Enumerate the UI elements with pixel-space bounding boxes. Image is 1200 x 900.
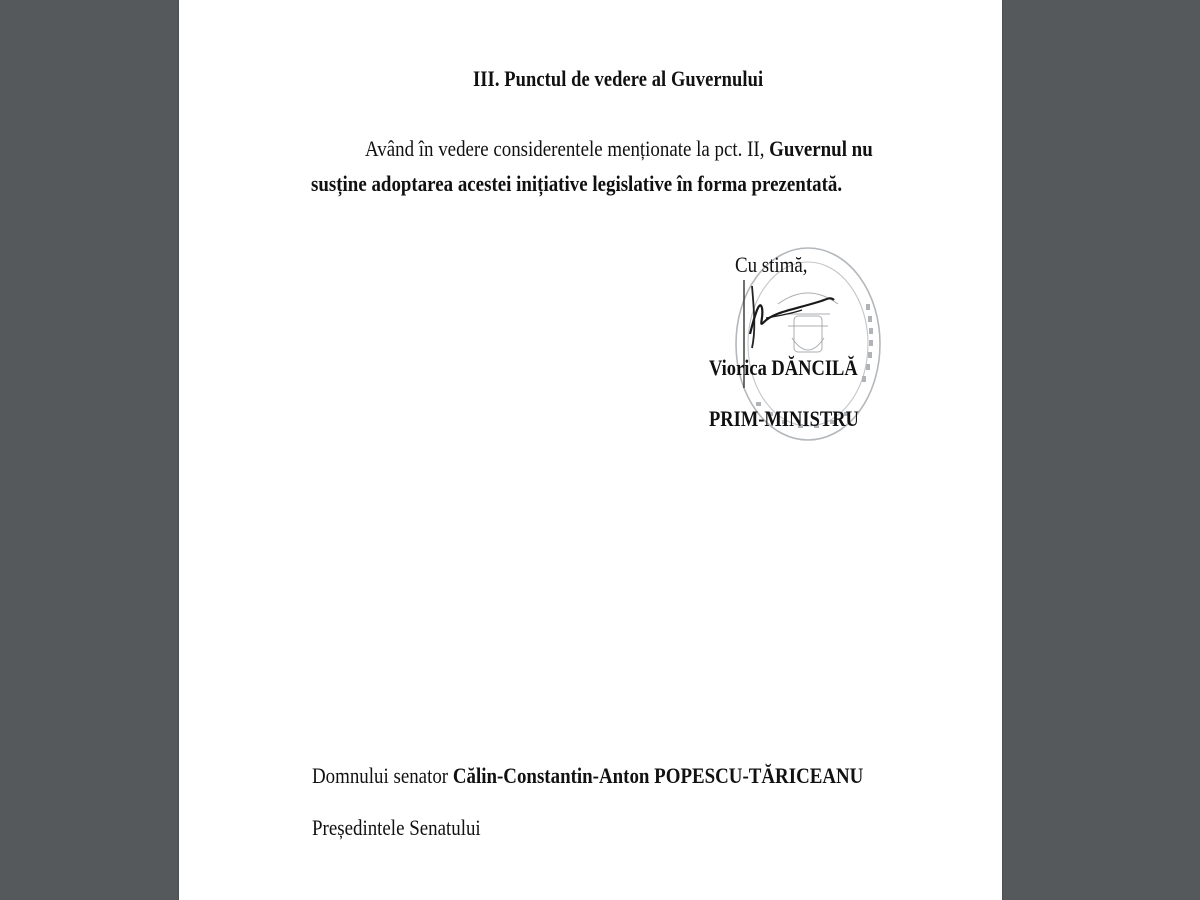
addressee-name: Călin-Constantin-Anton POPESCU-TĂRICEANU <box>452 763 864 788</box>
signer-title: PRIM-MINISTRU <box>709 406 859 431</box>
section-heading: III. Punctul de vedere al Guvernului <box>473 66 764 91</box>
document-page <box>179 0 1002 900</box>
paragraph-emphasis: Guvernul nu <box>769 136 873 161</box>
closing-salutation: Cu stimă, <box>735 252 808 277</box>
paragraph-line-2 <box>311 171 842 197</box>
addressee-prefix: Domnului senator <box>312 763 453 788</box>
paragraph-text: Având în vedere considerentele menționate la pct. II, <box>365 136 770 161</box>
paragraph-emphasis-continued: susține adoptarea acestei inițiative legislative în forma prezentată. <box>311 171 843 196</box>
paragraph-line-1 <box>365 136 873 162</box>
signer-name: Viorica DĂNCILĂ <box>709 355 858 380</box>
addressee-line <box>312 763 863 789</box>
addressee-role: Președintele Senatului <box>312 815 481 840</box>
